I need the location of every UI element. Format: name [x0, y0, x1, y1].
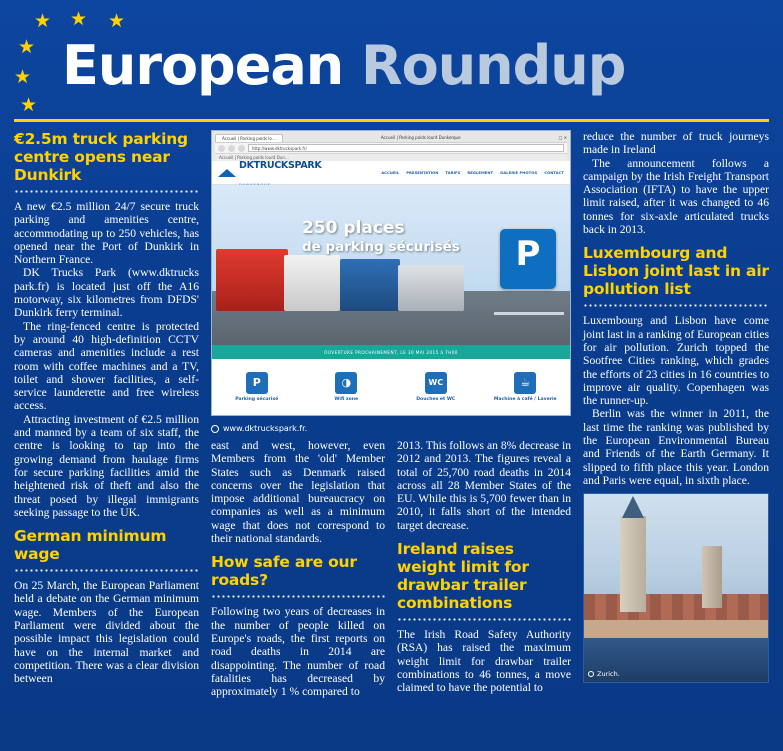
nav-item-presentation[interactable]: PRESENTATION [406, 170, 439, 175]
photo-zurich [583, 493, 769, 683]
masthead [14, 10, 769, 122]
figure-caption [211, 420, 571, 439]
paragraph: 2013. This follows an 8% decrease in 2012 and 2013. The figures reveal a total of 25,700 road deaths in 2014 across all 28 Member States of the EU. While this is 5,700 fewer than in 2010, it falls short of the intended target decrease. [397, 439, 571, 532]
page-title [62, 34, 625, 97]
column-middle-left [211, 439, 385, 698]
paragraph: On 25 March, the European Parliament held a debate on the German minimum wage. Members of the European Parliament were divided about the possible impact this legislation could have on the internal market and competition. There was a clear division between [14, 579, 199, 686]
dotted-rule [14, 566, 199, 573]
column-middle [211, 130, 571, 750]
website-screenshot-figure [211, 130, 571, 416]
dotted-rule [397, 615, 571, 622]
star-icon: ★ [108, 11, 126, 32]
browser-window-title: Accueil | Parking poids lourd Dunkerque [380, 135, 461, 140]
nav-item-galerie[interactable]: GALERIE PHOTOS [500, 170, 538, 175]
title-word-first: European [62, 34, 344, 97]
paragraph: Attracting investment of €2.5 million and manned by a team of six staff, the centre is looking to tap into the growing demand from haulage firms for secure parking facilities amid the heightened risk of theft and also the threat posed by illegal immigrants seeking passage to the UK. [14, 412, 199, 519]
photo-caption-text: Zurich. [597, 670, 620, 679]
church-tower [620, 516, 646, 612]
laundry-icon: ☕ [514, 372, 536, 394]
figure-caption-text: www.dktruckspark.fr. [223, 424, 308, 433]
forward-icon[interactable] [228, 145, 235, 152]
parking-sign-icon: P [500, 229, 556, 289]
rooftops [584, 594, 768, 620]
feature-label: Parking sécurisé [235, 397, 279, 402]
title-word-second: Roundup [361, 34, 626, 97]
logo-text: DKTRUCKSPARK [239, 159, 322, 171]
reload-icon[interactable] [238, 145, 245, 152]
roof-icon [218, 169, 236, 177]
eu-stars [14, 9, 126, 118]
star-icon: ★ [18, 37, 36, 58]
paragraph: Luxembourg and Lisbon have come joint last in a ranking of European cities for air pollution. Zurich topped the Sootfree Cities ranking, which grades the efforts of 23 cities in 16 countries to improve air quality. Copenhagen was the runner-up. [583, 314, 769, 408]
hero-line-2: de parking sécurisés [302, 239, 460, 255]
site-header [212, 161, 570, 185]
paragraph: DK Trucks Park (www.dktrucks park.fr) is located just off the A16 motorway, six kilometres from DFDS' Dunkirk ferry terminal. [14, 266, 199, 320]
paragraph: A new €2.5 million 24/7 secure truck parking and amenities centre, accommodating up to 250 vehicles, has opened near the Port of Dunkirk in Northern France. [14, 200, 199, 267]
photo-caption [588, 670, 620, 678]
dotted-rule [14, 187, 199, 194]
feature-label: Douches et WC [416, 397, 456, 402]
star-icon: ★ [34, 11, 52, 32]
star-icon: ★ [20, 95, 38, 116]
parking-icon: P [246, 372, 268, 394]
church-spire [622, 496, 644, 518]
address-bar[interactable]: http://www.dktruckspark.fr/ [248, 144, 564, 152]
feature-label: Wifi zone [334, 397, 359, 402]
feature-wifi[interactable] [302, 372, 392, 402]
headline-dunkirk: €2.5m truck parking centre opens near Dunkirk [14, 130, 188, 184]
browser-title-bar [215, 133, 567, 142]
column-left [14, 130, 199, 750]
hero-line-1: 250 places [302, 218, 405, 238]
truck-blue [340, 259, 400, 311]
headline-drawbar: Ireland raises weight limit for drawbar trailer combinations [397, 540, 529, 613]
nav-item-contact[interactable]: CONTACT [544, 170, 564, 175]
star-icon: ★ [70, 9, 88, 30]
hero-banner [212, 185, 570, 345]
second-tower [702, 546, 722, 608]
headline-german-wage: German minimum wage [14, 527, 167, 564]
back-icon[interactable] [218, 145, 225, 152]
headline-roads: How safe are our roads? [211, 553, 357, 590]
column-right [583, 130, 769, 750]
nav-item-reglement[interactable]: REGLEMENT [467, 170, 494, 175]
column-middle-right [397, 439, 571, 698]
paragraph: The announcement follows a campaign by the Irish Freight Transport Association (IFTA) to have the upper limit raised, after it was changed to 46 tonnes for six-axle articulated trucks back in 2013. [583, 156, 769, 237]
paragraph: The Irish Road Safety Authority (RSA) has raised the maximum weight limit for drawbar trailer combinations to 46 tonnes, a move claimed to have the potential to [397, 628, 571, 695]
paragraph: Berlin was the winner in 2011, the last time the ranking was published by the European Environmental Bureau and Friends of the Earth Germany. It slipped to fifth place this year. London and Paris were equal, in sixth place. [583, 407, 769, 487]
browser-tab[interactable]: Accueil | Parking poids lo… [215, 134, 283, 142]
truck-red [216, 249, 288, 311]
wifi-icon: ◑ [335, 372, 357, 394]
feature-showers[interactable] [391, 372, 481, 402]
feature-laundry[interactable] [481, 372, 571, 402]
shower-wc-icon: WC [425, 372, 447, 394]
globe-icon [211, 425, 219, 433]
dotted-rule [211, 592, 385, 599]
bookmarks-bar[interactable]: Accueil | Parking poids lourd Dun… [215, 153, 567, 161]
hero-message [302, 219, 460, 257]
nav-item-tarifs[interactable]: TARIFS [445, 170, 461, 175]
article-columns [14, 130, 769, 750]
middle-subcolumns [211, 439, 571, 698]
feature-label: Machine à café / Laverie [493, 397, 557, 402]
camera-icon [588, 671, 594, 677]
browser-toolbar [215, 142, 567, 153]
paragraph: east and west, however, even Members from the 'old' Member States such as Denmark raised concerns over the legislation that impose additional bureaucracy on companies as well as a minimum wage that does not correspond to their national standards. [211, 439, 385, 546]
nav-item-accueil[interactable]: ACCUEIL [381, 170, 400, 175]
barrier-illustration [494, 295, 564, 315]
dotted-rule [583, 301, 769, 308]
truck-white [284, 255, 340, 311]
paragraph: reduce the number of truck journeys made in Ireland [583, 130, 769, 157]
site-features [212, 359, 570, 415]
paragraph: Following two years of decreases in the number of people killed on Europe's roads, the first reports on road deaths in 2014 are disappointing. The number of road fatalities has decreased by approximately 1 % compared to [211, 605, 385, 699]
truck-silver [398, 265, 464, 311]
feature-parking[interactable] [212, 372, 302, 402]
window-controls[interactable]: □ ✕ [558, 135, 567, 140]
star-icon: ★ [14, 67, 32, 88]
headline-pollution: Luxembourg and Lisbon joint last in air pollution list [583, 244, 769, 299]
opening-notice-bar: OUVERTURE PROCHAINEMENT, LE 30 MAI 2015 à 7H00 [212, 345, 570, 359]
site-nav[interactable] [381, 170, 564, 175]
paragraph: The ring-fenced centre is protected by around 40 high-definition CCTV cameras and amenities include a rest room with coffee machines and a TV, toilet and shower facilities, a self-service launderette and free wireless access. [14, 319, 199, 413]
